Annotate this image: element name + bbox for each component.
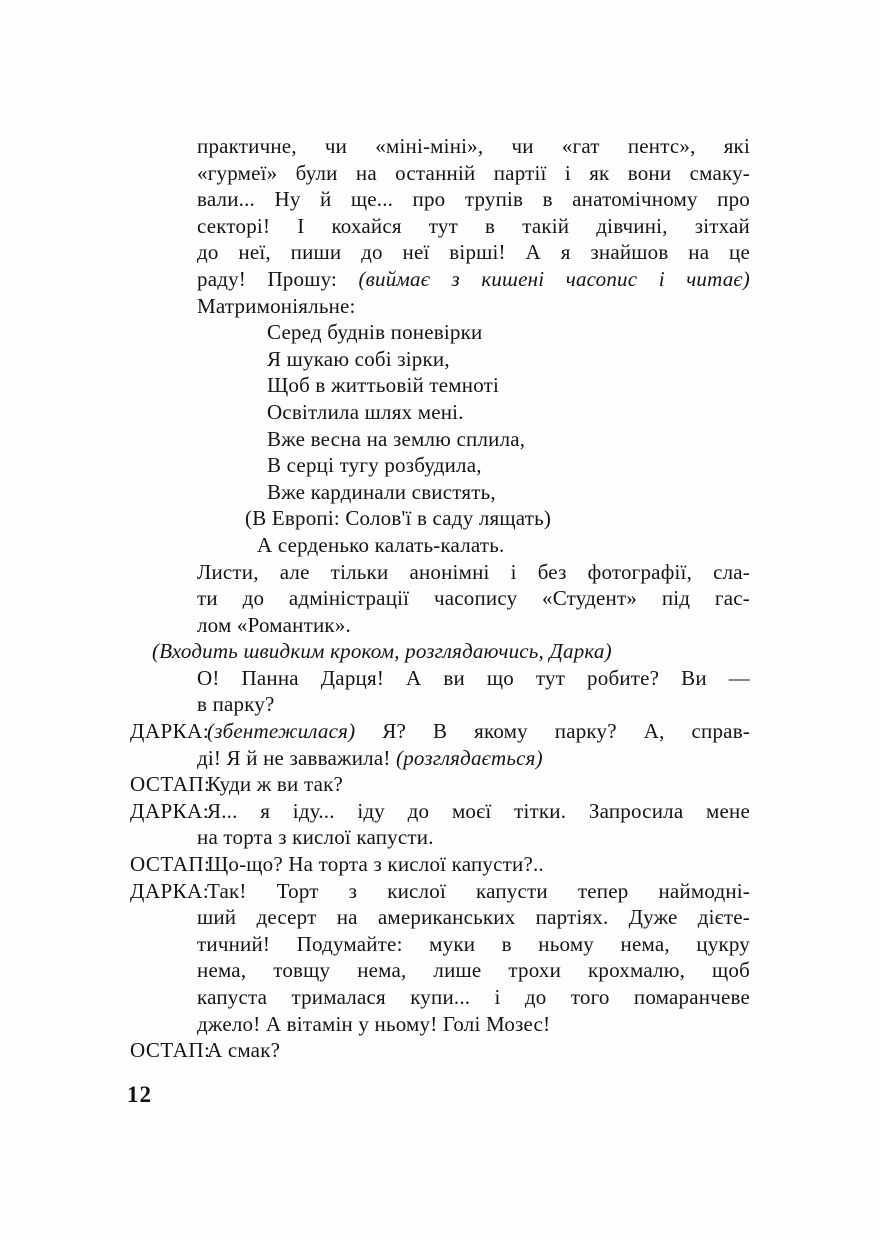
dialog-text: на торта з кислої капусти.	[197, 825, 434, 850]
dialog-text: О! Панна Дарця! А ви що тут робите? Ви —	[197, 665, 750, 690]
dialog-text: Я? В якому парку? А, справ-	[355, 719, 750, 744]
dialog-text: ді! Я й не завважила!	[197, 745, 396, 770]
text-line	[130, 798, 750, 825]
speaker-label: ДАРКА:	[130, 719, 210, 744]
text-line	[267, 426, 750, 453]
dialog-text: А серденько калать-калать.	[257, 532, 505, 557]
dialog-text: Я... я іду... іду до моєї тітки. Запросила мене	[207, 798, 750, 823]
dialog-text: практичне, чи «міні-міні», чи «гат пентс», які	[197, 134, 750, 158]
text-line	[267, 399, 750, 426]
dialog-text: вали... Ну й ще... про трупів в анатомічному про	[197, 187, 750, 212]
dialog-text: В серці тугу розбудила,	[267, 453, 482, 478]
text-line	[245, 505, 750, 532]
text-line	[197, 957, 750, 984]
text-line	[267, 479, 750, 506]
text-line	[130, 771, 750, 798]
stage-direction-text: (збентежилася)	[207, 719, 356, 744]
text-line	[267, 319, 750, 346]
dialog-text: (В Европі: Солов'ї в саду лящать)	[245, 506, 552, 531]
text-line	[197, 745, 750, 772]
text-line	[197, 984, 750, 1011]
dialog-text: Що-що? На торта з кислої капусти?..	[207, 852, 544, 877]
dialog-text: лом «Романтик».	[197, 612, 351, 637]
stage-direction-text: (виймає з кишені часопис і читає)	[358, 266, 750, 291]
text-line	[197, 1011, 750, 1038]
dialog-text: раду! Прошу:	[197, 266, 359, 291]
stage-direction-text: (Входить швидким кроком, розглядаючись, Дарка)	[152, 639, 612, 664]
text-line	[267, 372, 750, 399]
dialog-text: ти до адміністрації часопису «Студент» під гас-	[197, 586, 750, 611]
page-text	[130, 133, 750, 1064]
dialog-text: тичний! Подумайте: муки в ньому нема, цукру	[197, 931, 750, 956]
dialog-text: Куди ж ви так?	[207, 772, 344, 797]
page-number: 12	[127, 1082, 152, 1107]
text-line	[197, 931, 750, 958]
speaker-label: ДАРКА:	[130, 798, 210, 823]
text-line	[197, 612, 750, 639]
text-line	[130, 718, 750, 745]
dialog-text: Освітлила шлях мені.	[267, 399, 464, 424]
dialog-text: ший десерт на американських партіях. Дуже дієте-	[197, 905, 750, 930]
dialog-text: капуста трималася купи... і до того помаранчеве	[197, 985, 750, 1009]
text-line	[152, 638, 750, 665]
text-line	[197, 559, 750, 586]
text-line	[130, 1037, 750, 1064]
dialog-text: Листи, але тільки анонімні і без фотографії, сла-	[197, 559, 750, 584]
dialog-text: Серед буднів поневірки	[267, 320, 483, 345]
dialog-text: А смак?	[207, 1038, 281, 1063]
dialog-text: Матримоніяльне:	[197, 293, 356, 318]
dialog-text: джело! А вітамін у ньому! Голі Мозес!	[197, 1011, 551, 1036]
text-line	[197, 213, 750, 240]
dialog-text: Так! Торт з кислої капусти тепер наймодні-	[207, 878, 750, 903]
dialog-text: «гурмеї» були на останній партії і як вони смаку-	[197, 160, 750, 185]
speaker-label: ДАРКА:	[130, 878, 210, 903]
text-line	[197, 160, 750, 187]
text-line	[197, 293, 750, 320]
text-line	[197, 239, 750, 266]
text-line	[197, 691, 750, 718]
text-line	[130, 851, 750, 878]
text-line	[197, 904, 750, 931]
text-line	[130, 878, 750, 905]
dialog-text: Я шукаю собі зірки,	[267, 346, 450, 371]
dialog-text: в парку?	[197, 692, 275, 717]
text-line	[267, 346, 750, 373]
text-line	[257, 532, 750, 559]
speaker-label: ОСТАП:	[130, 1038, 211, 1063]
dialog-text: секторі! І кохайся тут в такій дівчині, зітхай	[197, 213, 750, 238]
dialog-text: Щоб в життьовій темноті	[267, 373, 500, 398]
dialog-text: Вже кардинали свистять,	[267, 479, 496, 504]
dialog-text: нема, товщу нема, лише трохи крохмалю, щоб	[197, 958, 750, 983]
text-line	[197, 186, 750, 213]
text-line	[197, 585, 750, 612]
stage-direction-text: (розглядається)	[396, 745, 543, 770]
speaker-label: ОСТАП:	[130, 852, 211, 877]
dialog-text: до неї, пиши до неї вірші! А я знайшов на це	[197, 240, 750, 265]
speaker-label: ОСТАП:	[130, 772, 211, 797]
text-line	[197, 266, 750, 293]
text-line	[197, 133, 750, 160]
text-line	[197, 665, 750, 692]
text-line	[197, 824, 750, 851]
text-line	[267, 452, 750, 479]
dialog-text: Вже весна на землю сплила,	[267, 426, 526, 451]
